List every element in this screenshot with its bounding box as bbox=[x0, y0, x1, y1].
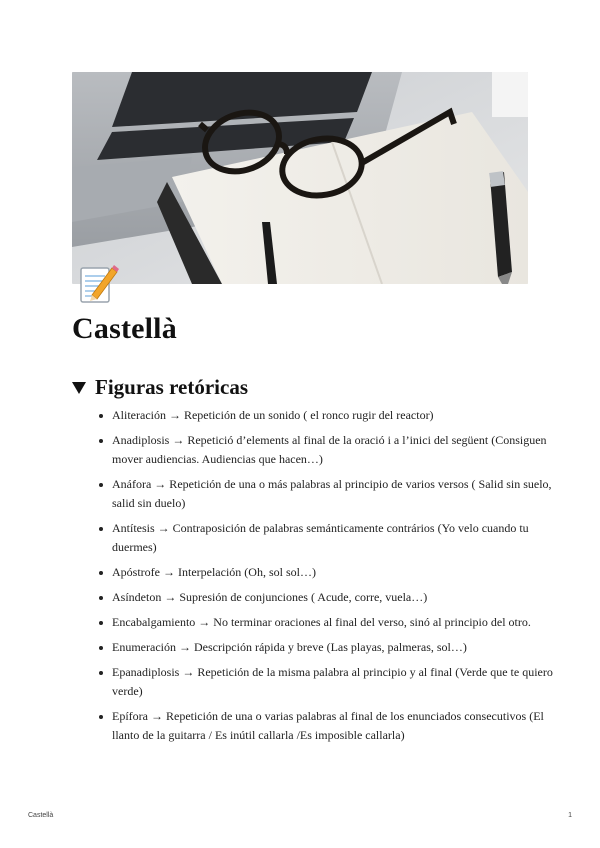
list-item: Aliteración → Repetición de un sonido ( el ronco rugir del reactor) bbox=[112, 406, 558, 425]
list-item: Apóstrofe → Interpelación (Oh, sol sol…) bbox=[112, 563, 558, 582]
list-item: Enumeración → Descripción rápida y breve (Las playas, palmeras, sol…) bbox=[112, 638, 558, 657]
footer-doc-title: Castellà bbox=[28, 812, 54, 819]
figures-list bbox=[82, 406, 558, 751]
toggle-heading[interactable] bbox=[72, 375, 248, 400]
page-number: 1 bbox=[568, 812, 572, 819]
list-item: Asíndeton → Supresión de conjunciones ( Acude, corre, vuela…) bbox=[112, 588, 558, 607]
list-item: Epanadiplosis → Repetición de la misma palabra al principio y al final (Verde que te quiero verde) bbox=[112, 663, 558, 701]
list-item: Encabalgamiento → No terminar oraciones al final del verso, sinó al principio del otro. bbox=[112, 613, 558, 632]
cover-image bbox=[72, 72, 528, 284]
section-heading-label: Figuras retóricas bbox=[95, 375, 248, 399]
list-item: Antítesis → Contraposición de palabras semánticamente contrários (Yo velo cuando tu duermes) bbox=[112, 519, 558, 557]
list-item: Anáfora → Repetición de una o más palabras al principio de varios versos ( Salid sin suelo, salid sin duelo) bbox=[112, 475, 558, 513]
list-item: Epífora → Repetición de una o varias palabras al final de los enunciados consecutivos (El llanto de la guitarra / Es inútil callarla /Es imposible callarla) bbox=[112, 707, 558, 745]
list-item: Anadiplosis → Repetició d’elements al final de la oració i a l’inici del següent (Consiguen mover audiencias. Audiencias que hacen…) bbox=[112, 431, 558, 469]
page-title: Castellà bbox=[72, 312, 177, 345]
memo-pencil-icon bbox=[76, 262, 120, 306]
triangle-down-icon[interactable] bbox=[72, 382, 86, 394]
